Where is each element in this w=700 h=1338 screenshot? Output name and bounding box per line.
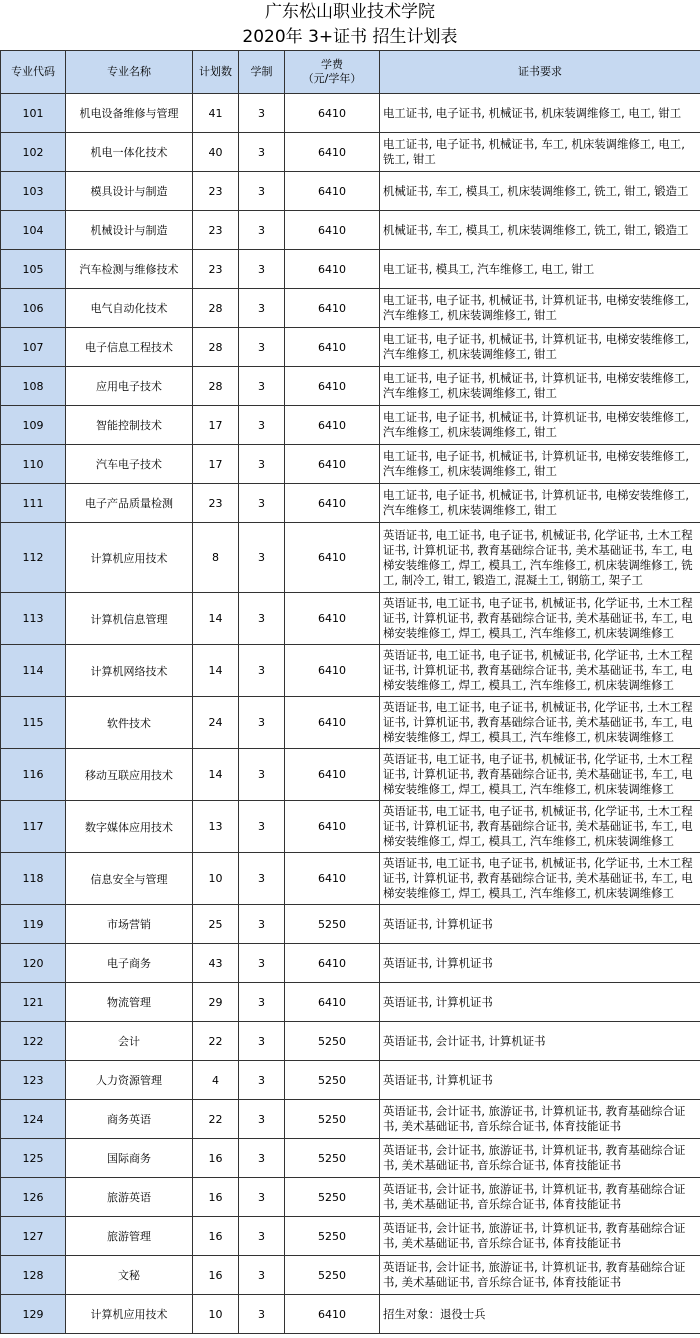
years-cell: 3: [239, 328, 285, 367]
cert-cell: 电工证书, 电子证书, 机械证书, 计算机证书, 电梯安装维修工, 汽车维修工, 机床装调维修工, 钳工: [380, 328, 700, 367]
years-cell: 3: [239, 1100, 285, 1139]
fee-cell: 6410: [285, 523, 380, 593]
years-cell: 3: [239, 697, 285, 749]
fee-cell: 6410: [285, 133, 380, 172]
code-cell: 118: [1, 853, 66, 905]
table-row: [1, 1061, 700, 1100]
years-cell: 3: [239, 211, 285, 250]
table-row: [1, 1295, 700, 1334]
fee-cell: 5250: [285, 1217, 380, 1256]
plan-cell: 4: [193, 1061, 239, 1100]
fee-cell: 5250: [285, 1022, 380, 1061]
fee-cell: 5250: [285, 1100, 380, 1139]
header-fee-line1: 学费: [321, 58, 343, 71]
cert-cell: 英语证书, 会计证书, 旅游证书, 计算机证书, 教育基础综合证书, 美术基础证书, 音乐综合证书, 体育技能证书: [380, 1139, 700, 1178]
code-cell: 101: [1, 94, 66, 133]
years-cell: 3: [239, 1295, 285, 1334]
cert-cell: 英语证书, 电工证书, 电子证书, 机械证书, 化学证书, 土木工程证书, 计算机证书, 教育基础综合证书, 美术基础证书, 车工, 电梯安装维修工, 焊工, 模具工, 汽车维修工, 机床装调维修工: [380, 801, 700, 853]
cert-cell: 电工证书, 电子证书, 机械证书, 车工, 机床装调维修工, 电工, 铣工, 钳工: [380, 133, 700, 172]
cert-cell: 英语证书, 会计证书, 旅游证书, 计算机证书, 教育基础综合证书, 美术基础证书, 音乐综合证书, 体育技能证书: [380, 1100, 700, 1139]
cert-cell: 英语证书, 电工证书, 电子证书, 机械证书, 化学证书, 土木工程证书, 计算机证书, 教育基础综合证书, 美术基础证书, 车工, 电梯安装维修工, 焊工, 模具工, 汽车维修工, 机床装调维修工, 铣工, 制冷工, 钳工, 锻造工, 混凝土工, 钢筋工, 架子工: [380, 523, 700, 593]
table-row: [1, 905, 700, 944]
years-cell: 3: [239, 801, 285, 853]
code-cell: 129: [1, 1295, 66, 1334]
cert-cell: 电工证书, 电子证书, 机械证书, 计算机证书, 电梯安装维修工, 汽车维修工, 机床装调维修工, 钳工: [380, 367, 700, 406]
name-cell: 电子产品质量检测: [66, 484, 193, 523]
code-cell: 105: [1, 250, 66, 289]
plan-cell: 22: [193, 1022, 239, 1061]
plan-cell: 14: [193, 593, 239, 645]
plan-cell: 23: [193, 484, 239, 523]
code-cell: 110: [1, 445, 66, 484]
fee-cell: 6410: [285, 645, 380, 697]
cert-cell: 电工证书, 模具工, 汽车维修工, 电工, 钳工: [380, 250, 700, 289]
title-block: [0, 0, 700, 50]
plan-cell: 14: [193, 645, 239, 697]
cert-cell: 英语证书, 会计证书, 计算机证书: [380, 1022, 700, 1061]
table-row: [1, 289, 700, 328]
years-cell: 3: [239, 523, 285, 593]
code-cell: 102: [1, 133, 66, 172]
years-cell: 3: [239, 172, 285, 211]
table-row: [1, 1100, 700, 1139]
plan-cell: 16: [193, 1139, 239, 1178]
code-cell: 107: [1, 328, 66, 367]
cert-cell: 机械证书, 车工, 模具工, 机床装调维修工, 铣工, 钳工, 锻造工: [380, 172, 700, 211]
name-cell: 计算机应用技术: [66, 1295, 193, 1334]
plan-cell: 23: [193, 250, 239, 289]
cert-cell: 电工证书, 电子证书, 机械证书, 计算机证书, 电梯安装维修工, 汽车维修工, 机床装调维修工, 钳工: [380, 289, 700, 328]
cert-cell: 英语证书, 电工证书, 电子证书, 机械证书, 化学证书, 土木工程证书, 计算机证书, 教育基础综合证书, 美术基础证书, 车工, 电梯安装维修工, 焊工, 模具工, 汽车维修工, 机床装调维修工: [380, 749, 700, 801]
table-row: [1, 697, 700, 749]
years-cell: 3: [239, 250, 285, 289]
years-cell: 3: [239, 1061, 285, 1100]
plan-cell: 40: [193, 133, 239, 172]
fee-cell: 6410: [285, 697, 380, 749]
plan-cell: 10: [193, 1295, 239, 1334]
name-cell: 模具设计与制造: [66, 172, 193, 211]
header-years: 学制: [239, 51, 285, 94]
cert-cell: 英语证书, 计算机证书: [380, 944, 700, 983]
name-cell: 数字媒体应用技术: [66, 801, 193, 853]
header-fee: [285, 51, 380, 94]
code-cell: 123: [1, 1061, 66, 1100]
code-cell: 108: [1, 367, 66, 406]
cert-cell: 机械证书, 车工, 模具工, 机床装调维修工, 铣工, 钳工, 锻造工: [380, 211, 700, 250]
fee-cell: 6410: [285, 801, 380, 853]
fee-cell: 6410: [285, 406, 380, 445]
fee-cell: 6410: [285, 445, 380, 484]
code-cell: 106: [1, 289, 66, 328]
plan-cell: 43: [193, 944, 239, 983]
table-row: [1, 1178, 700, 1217]
cert-cell: 电工证书, 电子证书, 机械证书, 计算机证书, 电梯安装维修工, 汽车维修工, 机床装调维修工, 钳工: [380, 484, 700, 523]
fee-cell: 6410: [285, 853, 380, 905]
table-row: [1, 211, 700, 250]
plan-cell: 25: [193, 905, 239, 944]
fee-cell: 6410: [285, 211, 380, 250]
table-row: [1, 853, 700, 905]
code-cell: 125: [1, 1139, 66, 1178]
years-cell: 3: [239, 1178, 285, 1217]
name-cell: 机械设计与制造: [66, 211, 193, 250]
code-cell: 113: [1, 593, 66, 645]
code-cell: 127: [1, 1217, 66, 1256]
plan-cell: 24: [193, 697, 239, 749]
table-row: [1, 1256, 700, 1295]
years-cell: 3: [239, 133, 285, 172]
fee-cell: 6410: [285, 593, 380, 645]
fee-cell: 5250: [285, 1178, 380, 1217]
code-cell: 104: [1, 211, 66, 250]
cert-cell: 英语证书, 计算机证书: [380, 1061, 700, 1100]
header-plan: 计划数: [193, 51, 239, 94]
name-cell: 市场营销: [66, 905, 193, 944]
enrollment-plan-table: [0, 50, 700, 1334]
code-cell: 124: [1, 1100, 66, 1139]
table-row: [1, 367, 700, 406]
title-school: 广东松山职业技术学院: [265, 2, 435, 22]
table-row: [1, 1022, 700, 1061]
years-cell: 3: [239, 1256, 285, 1295]
name-cell: 汽车电子技术: [66, 445, 193, 484]
fee-cell: 6410: [285, 944, 380, 983]
name-cell: 计算机应用技术: [66, 523, 193, 593]
years-cell: 3: [239, 749, 285, 801]
years-cell: 3: [239, 1217, 285, 1256]
years-cell: 3: [239, 445, 285, 484]
plan-cell: 10: [193, 853, 239, 905]
years-cell: 3: [239, 367, 285, 406]
fee-cell: 6410: [285, 367, 380, 406]
table-row: [1, 94, 700, 133]
header-row: [1, 51, 700, 94]
name-cell: 电子信息工程技术: [66, 328, 193, 367]
years-cell: 3: [239, 983, 285, 1022]
cert-cell: 电工证书, 电子证书, 机械证书, 计算机证书, 电梯安装维修工, 汽车维修工, 机床装调维修工, 钳工: [380, 406, 700, 445]
cert-cell: 英语证书, 会计证书, 旅游证书, 计算机证书, 教育基础综合证书, 美术基础证书, 音乐综合证书, 体育技能证书: [380, 1217, 700, 1256]
code-cell: 126: [1, 1178, 66, 1217]
table-row: [1, 484, 700, 523]
name-cell: 计算机信息管理: [66, 593, 193, 645]
code-cell: 115: [1, 697, 66, 749]
table-row: [1, 172, 700, 211]
name-cell: 信息安全与管理: [66, 853, 193, 905]
name-cell: 人力资源管理: [66, 1061, 193, 1100]
name-cell: 机电设备维修与管理: [66, 94, 193, 133]
cert-cell: 英语证书, 会计证书, 旅游证书, 计算机证书, 教育基础综合证书, 美术基础证书, 音乐综合证书, 体育技能证书: [380, 1178, 700, 1217]
years-cell: 3: [239, 94, 285, 133]
name-cell: 电子商务: [66, 944, 193, 983]
years-cell: 3: [239, 484, 285, 523]
name-cell: 汽车检测与维修技术: [66, 250, 193, 289]
fee-cell: 6410: [285, 289, 380, 328]
plan-cell: 17: [193, 445, 239, 484]
plan-cell: 17: [193, 406, 239, 445]
plan-cell: 16: [193, 1178, 239, 1217]
plan-cell: 28: [193, 289, 239, 328]
name-cell: 文秘: [66, 1256, 193, 1295]
years-cell: 3: [239, 905, 285, 944]
name-cell: 旅游管理: [66, 1217, 193, 1256]
years-cell: 3: [239, 1139, 285, 1178]
years-cell: 3: [239, 944, 285, 983]
cert-cell: 英语证书, 电工证书, 电子证书, 机械证书, 化学证书, 土木工程证书, 计算机证书, 教育基础综合证书, 美术基础证书, 车工, 电梯安装维修工, 焊工, 模具工, 汽车维修工, 机床装调维修工: [380, 645, 700, 697]
plan-cell: 23: [193, 172, 239, 211]
name-cell: 商务英语: [66, 1100, 193, 1139]
cert-cell: 英语证书, 计算机证书: [380, 983, 700, 1022]
name-cell: 机电一体化技术: [66, 133, 193, 172]
cert-cell: 英语证书, 电工证书, 电子证书, 机械证书, 化学证书, 土木工程证书, 计算机证书, 教育基础综合证书, 美术基础证书, 车工, 电梯安装维修工, 焊工, 模具工, 汽车维修工, 机床装调维修工: [380, 697, 700, 749]
code-cell: 109: [1, 406, 66, 445]
table-row: [1, 801, 700, 853]
plan-cell: 16: [193, 1256, 239, 1295]
code-cell: 120: [1, 944, 66, 983]
code-cell: 112: [1, 523, 66, 593]
name-cell: 旅游英语: [66, 1178, 193, 1217]
fee-cell: 6410: [285, 484, 380, 523]
fee-cell: 6410: [285, 94, 380, 133]
name-cell: 应用电子技术: [66, 367, 193, 406]
name-cell: 物流管理: [66, 983, 193, 1022]
header-cert: 证书要求: [380, 51, 700, 94]
name-cell: 软件技术: [66, 697, 193, 749]
table-body: [1, 94, 700, 1334]
table-row: [1, 523, 700, 593]
code-cell: 114: [1, 645, 66, 697]
header-code: 专业代码: [1, 51, 66, 94]
plan-cell: 22: [193, 1100, 239, 1139]
code-cell: 121: [1, 983, 66, 1022]
plan-cell: 23: [193, 211, 239, 250]
name-cell: 国际商务: [66, 1139, 193, 1178]
code-cell: 103: [1, 172, 66, 211]
cert-cell: 招生对象：退役士兵: [380, 1295, 700, 1334]
cert-cell: 英语证书, 电工证书, 电子证书, 机械证书, 化学证书, 土木工程证书, 计算机证书, 教育基础综合证书, 美术基础证书, 车工, 电梯安装维修工, 焊工, 模具工, 汽车维修工, 机床装调维修工: [380, 853, 700, 905]
fee-cell: 6410: [285, 1295, 380, 1334]
table-row: [1, 1217, 700, 1256]
years-cell: 3: [239, 406, 285, 445]
code-cell: 119: [1, 905, 66, 944]
plan-cell: 28: [193, 367, 239, 406]
fee-cell: 6410: [285, 250, 380, 289]
years-cell: 3: [239, 645, 285, 697]
name-cell: 电气自动化技术: [66, 289, 193, 328]
fee-cell: 6410: [285, 172, 380, 211]
header-name: 专业名称: [66, 51, 193, 94]
name-cell: 移动互联应用技术: [66, 749, 193, 801]
cert-cell: 英语证书, 会计证书, 旅游证书, 计算机证书, 教育基础综合证书, 美术基础证书, 音乐综合证书, 体育技能证书: [380, 1256, 700, 1295]
code-cell: 111: [1, 484, 66, 523]
table-row: [1, 445, 700, 484]
table-row: [1, 328, 700, 367]
years-cell: 3: [239, 593, 285, 645]
fee-cell: 5250: [285, 1061, 380, 1100]
fee-cell: 5250: [285, 1139, 380, 1178]
years-cell: 3: [239, 853, 285, 905]
cert-cell: 英语证书, 计算机证书: [380, 905, 700, 944]
table-row: [1, 593, 700, 645]
plan-cell: 14: [193, 749, 239, 801]
plan-cell: 28: [193, 328, 239, 367]
fee-cell: 5250: [285, 905, 380, 944]
name-cell: 会计: [66, 1022, 193, 1061]
years-cell: 3: [239, 289, 285, 328]
header-fee-line2: （元/学年）: [302, 72, 362, 85]
name-cell: 智能控制技术: [66, 406, 193, 445]
table-row: [1, 983, 700, 1022]
plan-cell: 29: [193, 983, 239, 1022]
table-row: [1, 1139, 700, 1178]
table-row: [1, 944, 700, 983]
fee-cell: 6410: [285, 328, 380, 367]
plan-cell: 41: [193, 94, 239, 133]
fee-cell: 6410: [285, 749, 380, 801]
table-row: [1, 406, 700, 445]
table-row: [1, 250, 700, 289]
code-cell: 122: [1, 1022, 66, 1061]
fee-cell: 5250: [285, 1256, 380, 1295]
code-cell: 116: [1, 749, 66, 801]
cert-cell: 电工证书, 电子证书, 机械证书, 计算机证书, 电梯安装维修工, 汽车维修工, 机床装调维修工, 钳工: [380, 445, 700, 484]
cert-cell: 电工证书, 电子证书, 机械证书, 机床装调维修工, 电工, 钳工: [380, 94, 700, 133]
years-cell: 3: [239, 1022, 285, 1061]
cert-cell: 英语证书, 电工证书, 电子证书, 机械证书, 化学证书, 土木工程证书, 计算机证书, 教育基础综合证书, 美术基础证书, 车工, 电梯安装维修工, 焊工, 模具工, 汽车维修工, 机床装调维修工: [380, 593, 700, 645]
table-row: [1, 133, 700, 172]
table-row: [1, 645, 700, 697]
code-cell: 117: [1, 801, 66, 853]
table-row: [1, 749, 700, 801]
title-plan: 2020年 3+证书 招生计划表: [242, 27, 458, 47]
fee-cell: 6410: [285, 983, 380, 1022]
name-cell: 计算机网络技术: [66, 645, 193, 697]
code-cell: 128: [1, 1256, 66, 1295]
plan-cell: 13: [193, 801, 239, 853]
plan-cell: 16: [193, 1217, 239, 1256]
plan-cell: 8: [193, 523, 239, 593]
